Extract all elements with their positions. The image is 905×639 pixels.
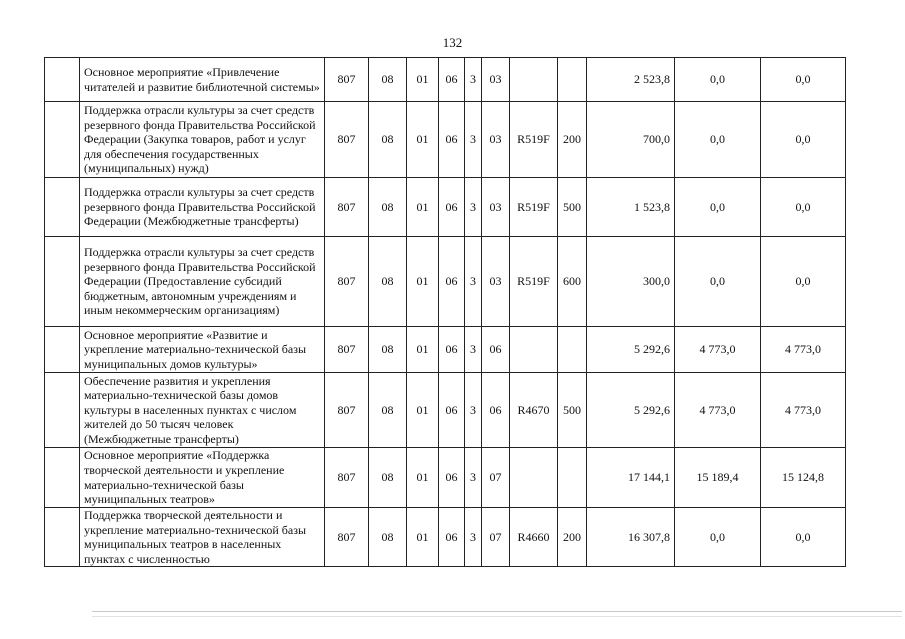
table-row bbox=[45, 178, 846, 237]
amount-year-3: 4 773,0 bbox=[761, 327, 846, 373]
subprogram-code: 3 bbox=[465, 102, 482, 178]
table-row bbox=[45, 102, 846, 178]
direction-code bbox=[510, 448, 558, 508]
section-code: 08 bbox=[369, 373, 407, 448]
amount-year-1: 1 523,8 bbox=[587, 178, 675, 237]
subsection-code: 01 bbox=[407, 448, 439, 508]
expense-type-code bbox=[558, 327, 587, 373]
direction-code: R519F bbox=[510, 237, 558, 327]
amount-year-3: 0,0 bbox=[761, 102, 846, 178]
subprogram-code: 3 bbox=[465, 448, 482, 508]
section-code: 08 bbox=[369, 508, 407, 567]
ministry-code: 807 bbox=[325, 178, 369, 237]
amount-year-3: 0,0 bbox=[761, 237, 846, 327]
subsection-code: 01 bbox=[407, 237, 439, 327]
event-code: 03 bbox=[482, 58, 510, 102]
program-code: 06 bbox=[439, 448, 465, 508]
amount-year-1: 2 523,8 bbox=[587, 58, 675, 102]
amount-year-1: 17 144,1 bbox=[587, 448, 675, 508]
section-code: 08 bbox=[369, 58, 407, 102]
event-name: Обеспечение развития и укрепления материально-технической базы домов культуры в населенных пунктах с числом жителей до 50 тысяч человек (Межбюджетные трансферты) bbox=[80, 373, 325, 448]
event-name: Основное мероприятие «Привлечение читателей и развитие библиотечной системы» bbox=[80, 58, 325, 102]
event-name: Поддержка отрасли культуры за счет средств резервного фонда Правительства Российской Федерации (Закупка товаров, работ и услуг для обеспечения государственных (муниципальных) нужд) bbox=[80, 102, 325, 178]
amount-year-1: 5 292,6 bbox=[587, 373, 675, 448]
event-name: Поддержка творческой деятельности и укрепление материально-технической базы муниципальных театров в населенных пунктах с численностью bbox=[80, 508, 325, 567]
amount-year-1: 16 307,8 bbox=[587, 508, 675, 567]
event-name: Основное мероприятие «Развитие и укрепление материально-технической базы муниципальных домов культуры» bbox=[80, 327, 325, 373]
amount-year-1: 5 292,6 bbox=[587, 327, 675, 373]
direction-code bbox=[510, 327, 558, 373]
amount-year-1: 700,0 bbox=[587, 102, 675, 178]
amount-year-3: 0,0 bbox=[761, 508, 846, 567]
amount-year-2: 4 773,0 bbox=[675, 373, 761, 448]
program-code: 06 bbox=[439, 102, 465, 178]
amount-year-3: 4 773,0 bbox=[761, 373, 846, 448]
program-code: 06 bbox=[439, 327, 465, 373]
direction-code: R4660 bbox=[510, 508, 558, 567]
section-code: 08 bbox=[369, 102, 407, 178]
subprogram-code: 3 bbox=[465, 373, 482, 448]
section-code: 08 bbox=[369, 327, 407, 373]
subsection-code: 01 bbox=[407, 327, 439, 373]
table-row bbox=[45, 327, 846, 373]
amount-year-3: 0,0 bbox=[761, 178, 846, 237]
event-code: 07 bbox=[482, 508, 510, 567]
blank-cell bbox=[45, 327, 80, 373]
amount-year-2: 0,0 bbox=[675, 58, 761, 102]
blank-cell bbox=[45, 178, 80, 237]
event-code: 07 bbox=[482, 448, 510, 508]
table-row bbox=[45, 508, 846, 567]
blank-cell bbox=[45, 508, 80, 567]
direction-code bbox=[510, 58, 558, 102]
direction-code: R4670 bbox=[510, 373, 558, 448]
scan-artifact-line bbox=[92, 616, 902, 617]
expense-type-code: 500 bbox=[558, 178, 587, 237]
table-row bbox=[45, 58, 846, 102]
amount-year-1: 300,0 bbox=[587, 237, 675, 327]
table-row bbox=[45, 373, 846, 448]
ministry-code: 807 bbox=[325, 373, 369, 448]
blank-cell bbox=[45, 373, 80, 448]
subsection-code: 01 bbox=[407, 373, 439, 448]
expense-type-code bbox=[558, 448, 587, 508]
event-name: Основное мероприятие «Поддержка творческой деятельности и укрепление материально-технической базы муниципальных театров» bbox=[80, 448, 325, 508]
table-row bbox=[45, 237, 846, 327]
ministry-code: 807 bbox=[325, 58, 369, 102]
event-code: 06 bbox=[482, 327, 510, 373]
amount-year-2: 0,0 bbox=[675, 178, 761, 237]
ministry-code: 807 bbox=[325, 508, 369, 567]
amount-year-3: 15 124,8 bbox=[761, 448, 846, 508]
amount-year-2: 15 189,4 bbox=[675, 448, 761, 508]
expense-type-code: 200 bbox=[558, 508, 587, 567]
amount-year-2: 0,0 bbox=[675, 102, 761, 178]
ministry-code: 807 bbox=[325, 237, 369, 327]
event-code: 03 bbox=[482, 178, 510, 237]
subsection-code: 01 bbox=[407, 58, 439, 102]
subprogram-code: 3 bbox=[465, 178, 482, 237]
event-code: 06 bbox=[482, 373, 510, 448]
program-code: 06 bbox=[439, 178, 465, 237]
subprogram-code: 3 bbox=[465, 237, 482, 327]
direction-code: R519F bbox=[510, 102, 558, 178]
amount-year-3: 0,0 bbox=[761, 58, 846, 102]
event-name: Поддержка отрасли культуры за счет средств резервного фонда Правительства Российской Федерации (Предоставление субсидий бюджетным, автономным учреждениям и иным некоммерческим организациям) bbox=[80, 237, 325, 327]
ministry-code: 807 bbox=[325, 327, 369, 373]
expense-type-code: 500 bbox=[558, 373, 587, 448]
amount-year-2: 4 773,0 bbox=[675, 327, 761, 373]
program-code: 06 bbox=[439, 508, 465, 567]
event-code: 03 bbox=[482, 102, 510, 178]
amount-year-2: 0,0 bbox=[675, 508, 761, 567]
program-code: 06 bbox=[439, 373, 465, 448]
direction-code: R519F bbox=[510, 178, 558, 237]
blank-cell bbox=[45, 102, 80, 178]
ministry-code: 807 bbox=[325, 102, 369, 178]
expense-type-code: 200 bbox=[558, 102, 587, 178]
amount-year-2: 0,0 bbox=[675, 237, 761, 327]
page-number: 132 bbox=[442, 35, 463, 50]
table-row bbox=[45, 448, 846, 508]
blank-cell bbox=[45, 58, 80, 102]
expense-type-code bbox=[558, 58, 587, 102]
subprogram-code: 3 bbox=[465, 327, 482, 373]
subprogram-code: 3 bbox=[465, 58, 482, 102]
budget-table bbox=[44, 57, 846, 567]
blank-cell bbox=[45, 237, 80, 327]
section-code: 08 bbox=[369, 448, 407, 508]
event-code: 03 bbox=[482, 237, 510, 327]
program-code: 06 bbox=[439, 58, 465, 102]
subsection-code: 01 bbox=[407, 178, 439, 237]
scan-artifact-line bbox=[92, 611, 902, 612]
ministry-code: 807 bbox=[325, 448, 369, 508]
section-code: 08 bbox=[369, 237, 407, 327]
subsection-code: 01 bbox=[407, 508, 439, 567]
event-name: Поддержка отрасли культуры за счет средств резервного фонда Правительства Российской Федерации (Межбюджетные трансферты) bbox=[80, 178, 325, 237]
program-code: 06 bbox=[439, 237, 465, 327]
expense-type-code: 600 bbox=[558, 237, 587, 327]
section-code: 08 bbox=[369, 178, 407, 237]
blank-cell bbox=[45, 448, 80, 508]
subsection-code: 01 bbox=[407, 102, 439, 178]
subprogram-code: 3 bbox=[465, 508, 482, 567]
